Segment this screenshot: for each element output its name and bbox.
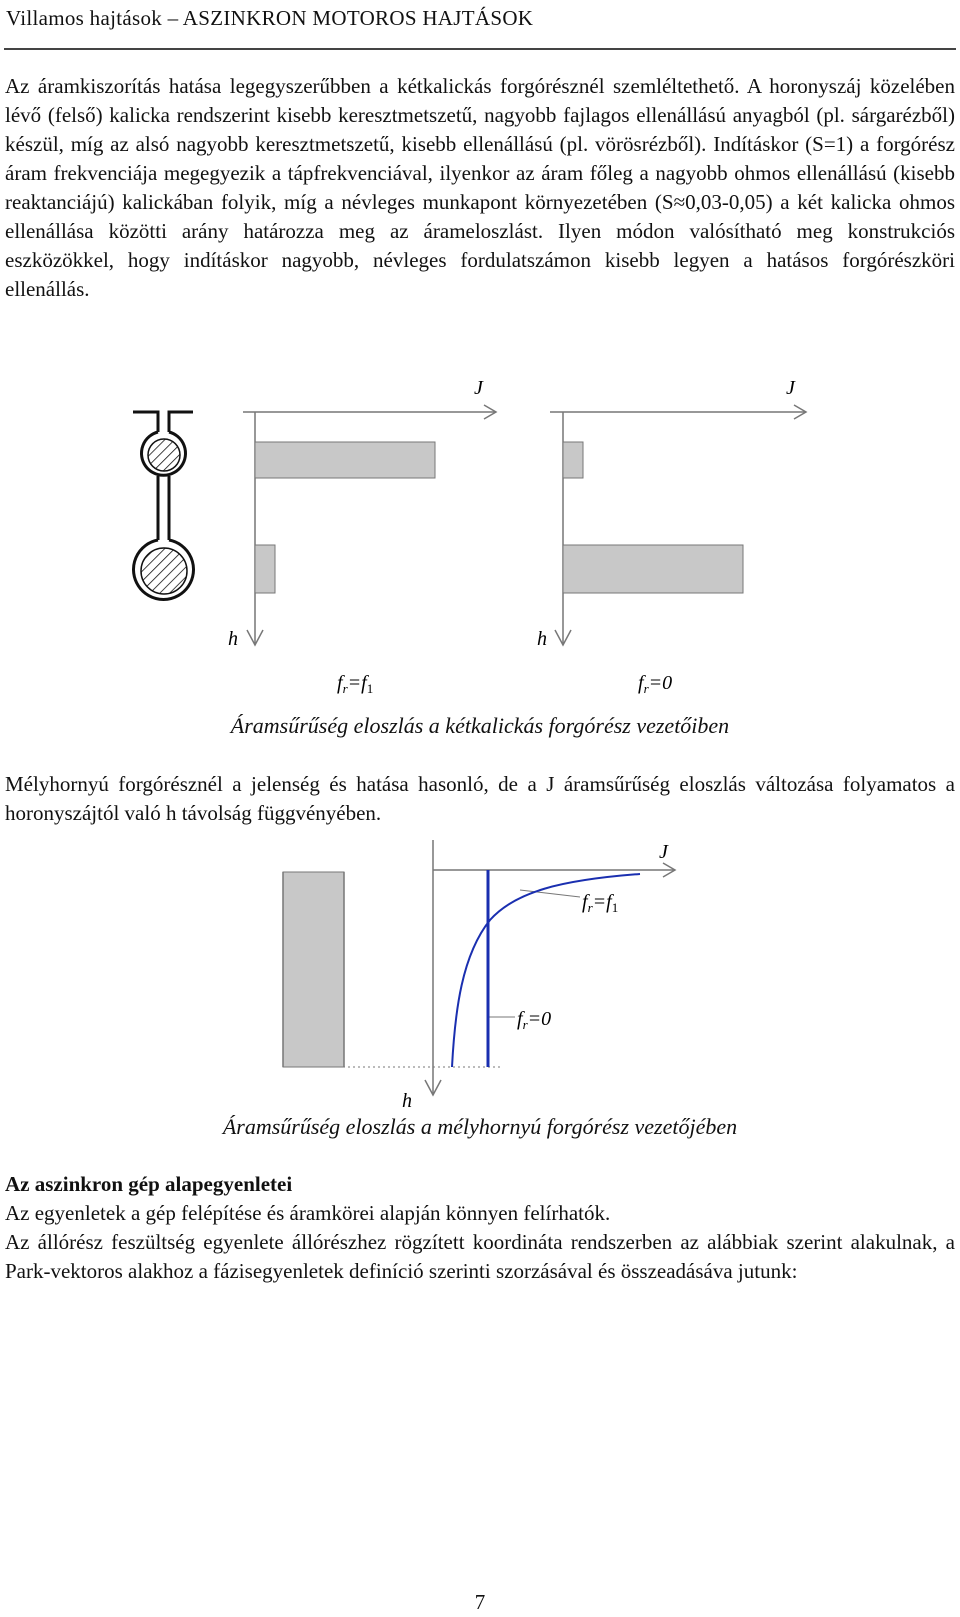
- figure-double-cage: [0, 375, 960, 715]
- right-upper-bar: [563, 442, 583, 478]
- axis-j-right: J: [786, 377, 795, 399]
- axis-h-right: h: [537, 628, 547, 650]
- deep-label-fr-0: $f_r=0$: [517, 1008, 552, 1032]
- left-upper-bar: [255, 442, 435, 478]
- header-title: Villamos hajtások – ASZINKRON MOTOROS HAJTÁSOK: [6, 6, 534, 30]
- deep-slot-bar: [283, 872, 344, 1067]
- section-paragraph: Az állórész feszültség egyenlete állórészhez rögzített koordináta rendszerben az alábbiak szerint alakulnak, a Park-vektoros alakhoz a fázisegyenletek definíció szerinti szorzásával és összeadásáva jutunk:: [5, 1230, 955, 1283]
- label-fr-0: $f_r=0$: [638, 672, 673, 696]
- axis-j-left: J: [474, 377, 483, 399]
- plot-left: [243, 405, 496, 645]
- paragraph-double-cage: Az áramkiszorítás hatása legegyszerűbben a kétkalickás forgórésznél szemléltethető. A horonyszáj közelében lévő (felső) kalicka rendszerint kisebb keresztmetszetű, nagyobb fajlagos ellenállású anyagból (pl. sárgarézből) készül, míg az alsó nagyobb keresztmetszetű, kisebb ellenállású (pl. vörösrézből). Indításkor (S=1) a forgórész áram frekvenciája megegyezik a tápfrekvenciával, ilyenkor az áram főleg a nagyobb ohmos ellenállású (kisebb reaktanciájú) kalickában folyik, míg a névleges munkapont környezetében (S≈0,03-0,05) a két kalicka ohmos ellenállása közötti arány határozza meg az árameloszlást. Ilyen módon valósítható meg konstrukciós eszközökkel, hogy indításkor nagyobb, névleges fordulatszámon kisebb legyen a hatásos forgórészköri ellenállás.: [5, 74, 955, 301]
- left-lower-bar: [255, 545, 275, 593]
- section-heading: Az aszinkron gép alapegyenletei: [5, 1172, 293, 1196]
- paragraph-deep-slot: Mélyhornyú forgórésznél a jelenség és hatása hasonló, de a J áramsűrűség eloszlás változása folyamatos a horonyszájtól való h távolság függvényében.: [5, 772, 955, 825]
- deep-label-j: J: [659, 841, 668, 863]
- label-fr-f1: $f_r=f_1$: [337, 672, 374, 696]
- figure-deep-slot-svg: [0, 840, 960, 1115]
- axis-h-left: h: [228, 628, 238, 650]
- figure-deep-slot: [0, 840, 960, 1115]
- deep-label-fr-f1: $f_r=f_1$: [582, 891, 619, 915]
- figure1-caption: Áramsűrűség eloszlás a kétkalickás forgórész vezetőiben: [230, 713, 730, 738]
- figure2-caption: Áramsűrűség eloszlás a mélyhornyú forgórész vezetőjében: [222, 1114, 738, 1139]
- lower-cage-bar: [141, 548, 187, 594]
- section-line1: Az egyenletek a gép felépítése és áramkörei alapján könnyen felírhatók.: [5, 1201, 611, 1225]
- page-number: 7: [474, 1590, 486, 1614]
- page-header: [4, 2, 956, 50]
- right-lower-bar: [563, 545, 743, 593]
- upper-cage-bar: [148, 439, 180, 471]
- deep-label-h: h: [402, 1090, 412, 1112]
- figure-double-cage-svg: [0, 375, 960, 715]
- plot-right: [550, 405, 806, 645]
